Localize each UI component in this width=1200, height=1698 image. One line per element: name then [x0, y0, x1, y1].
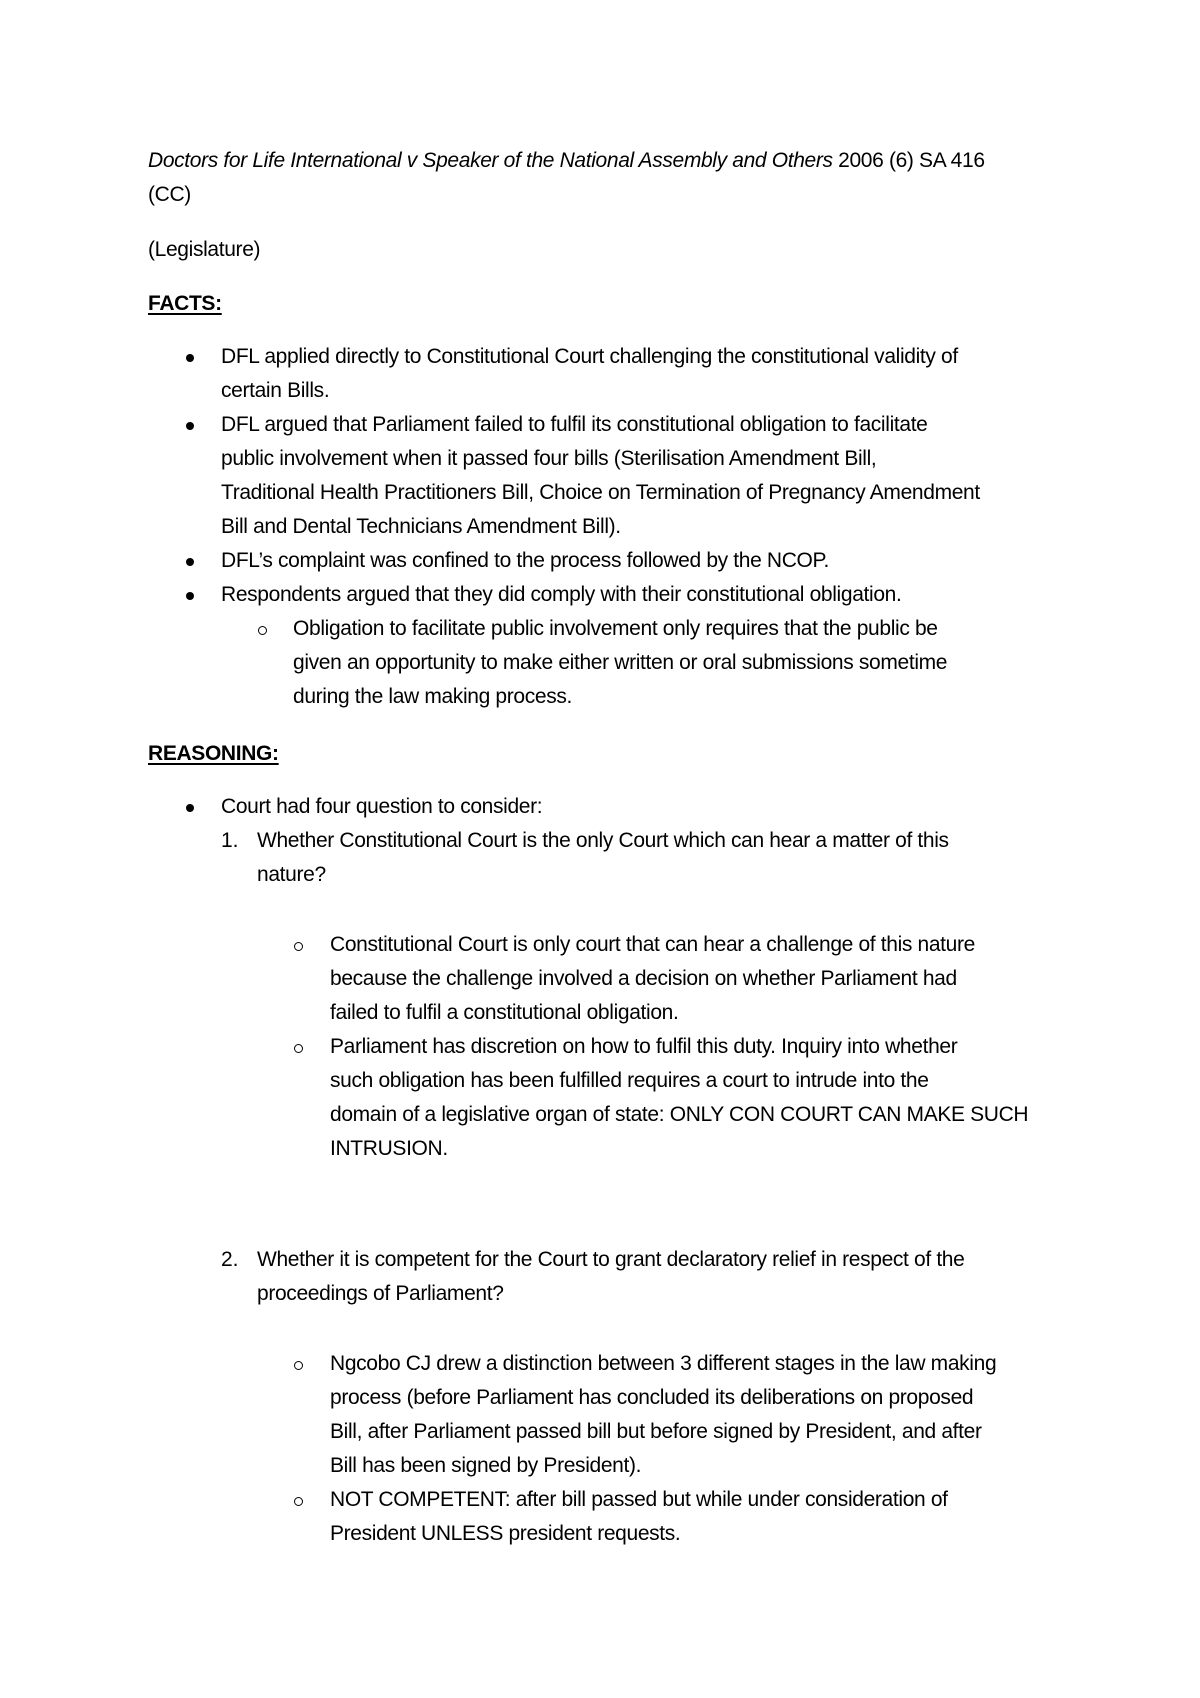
facts-sub-bullet-line2: given an opportunity to make either written or oral submissions sometime — [293, 651, 948, 674]
q2-point-a-line1: Ngcobo CJ drew a distinction between 3 different stages in the law making — [330, 1352, 997, 1375]
case-title-line2: (CC) — [148, 183, 191, 206]
q1-point-b-line4: INTRUSION. — [330, 1137, 448, 1160]
facts-heading: FACTS: — [148, 292, 222, 315]
case-category: (Legislature) — [148, 238, 261, 261]
facts-bullet-3: DFL’s complaint was confined to the process followed by the NCOP. — [221, 549, 829, 572]
q1-point-a-line3: failed to fulfil a constitutional obligation. — [330, 1001, 679, 1024]
question-2-line1: Whether it is competent for the Court to grant declaratory relief in respect of the — [257, 1248, 965, 1271]
facts-sub-bullet-line1: Obligation to facilitate public involvement only requires that the public be — [293, 617, 938, 640]
bullet-icon — [186, 804, 194, 812]
bullet-icon — [186, 558, 194, 566]
reasoning-heading: REASONING: — [148, 742, 279, 765]
sub-bullet-icon — [294, 942, 303, 951]
facts-sub-bullet-line3: during the law making process. — [293, 685, 572, 708]
case-name: Doctors for Life International v Speaker of the National Assembly and Others — [148, 149, 833, 172]
sub-bullet-icon — [258, 626, 267, 635]
facts-bullet-2-line3: Traditional Health Practitioners Bill, Choice on Termination of Pregnancy Amendment — [221, 481, 980, 504]
q2-point-b-line1: NOT COMPETENT: after bill passed but while under consideration of — [330, 1488, 948, 1511]
q2-point-a-line3: Bill, after Parliament passed bill but before signed by President, and after — [330, 1420, 982, 1443]
facts-bullet-2-line2: public involvement when it passed four bills (Sterilisation Amendment Bill, — [221, 447, 877, 470]
q1-point-b-line1: Parliament has discretion on how to fulfil this duty. Inquiry into whether — [330, 1035, 958, 1058]
question-1-line1: Whether Constitutional Court is the only Court which can hear a matter of this — [257, 829, 949, 852]
sub-bullet-icon — [294, 1044, 303, 1053]
bullet-icon — [186, 354, 194, 362]
sub-bullet-icon — [294, 1361, 303, 1370]
q1-point-b-line3: domain of a legislative organ of state: ONLY CON COURT CAN MAKE SUCH — [330, 1103, 1029, 1126]
question-2-line2: proceedings of Parliament? — [257, 1282, 504, 1305]
q2-point-a-line2: process (before Parliament has concluded its deliberations on proposed — [330, 1386, 974, 1409]
q2-point-b-line2: President UNLESS president requests. — [330, 1522, 681, 1545]
bullet-icon — [186, 422, 194, 430]
bullet-icon — [186, 592, 194, 600]
sub-bullet-icon — [294, 1497, 303, 1506]
q2-point-a-line4: Bill has been signed by President). — [330, 1454, 642, 1477]
question-number: 2. — [221, 1248, 239, 1271]
facts-bullet-4: Respondents argued that they did comply with their constitutional obligation. — [221, 583, 902, 606]
case-citation: 2006 (6) SA 416 — [832, 149, 985, 172]
q1-point-a-line2: because the challenge involved a decision on whether Parliament had — [330, 967, 957, 990]
facts-bullet-1-line2: certain Bills. — [221, 379, 330, 402]
q1-point-a-line1: Constitutional Court is only court that can hear a challenge of this nature — [330, 933, 975, 956]
case-title — [148, 144, 985, 178]
reasoning-intro: Court had four question to consider: — [221, 795, 543, 818]
facts-bullet-2-line1: DFL argued that Parliament failed to fulfil its constitutional obligation to facilitate — [221, 413, 928, 436]
q1-point-b-line2: such obligation has been fulfilled requires a court to intrude into the — [330, 1069, 929, 1092]
question-number: 1. — [221, 829, 239, 852]
question-1-line2: nature? — [257, 863, 326, 886]
facts-bullet-1-line1: DFL applied directly to Constitutional Court challenging the constitutional validity of — [221, 345, 958, 368]
facts-bullet-2-line4: Bill and Dental Technicians Amendment Bill). — [221, 515, 621, 538]
